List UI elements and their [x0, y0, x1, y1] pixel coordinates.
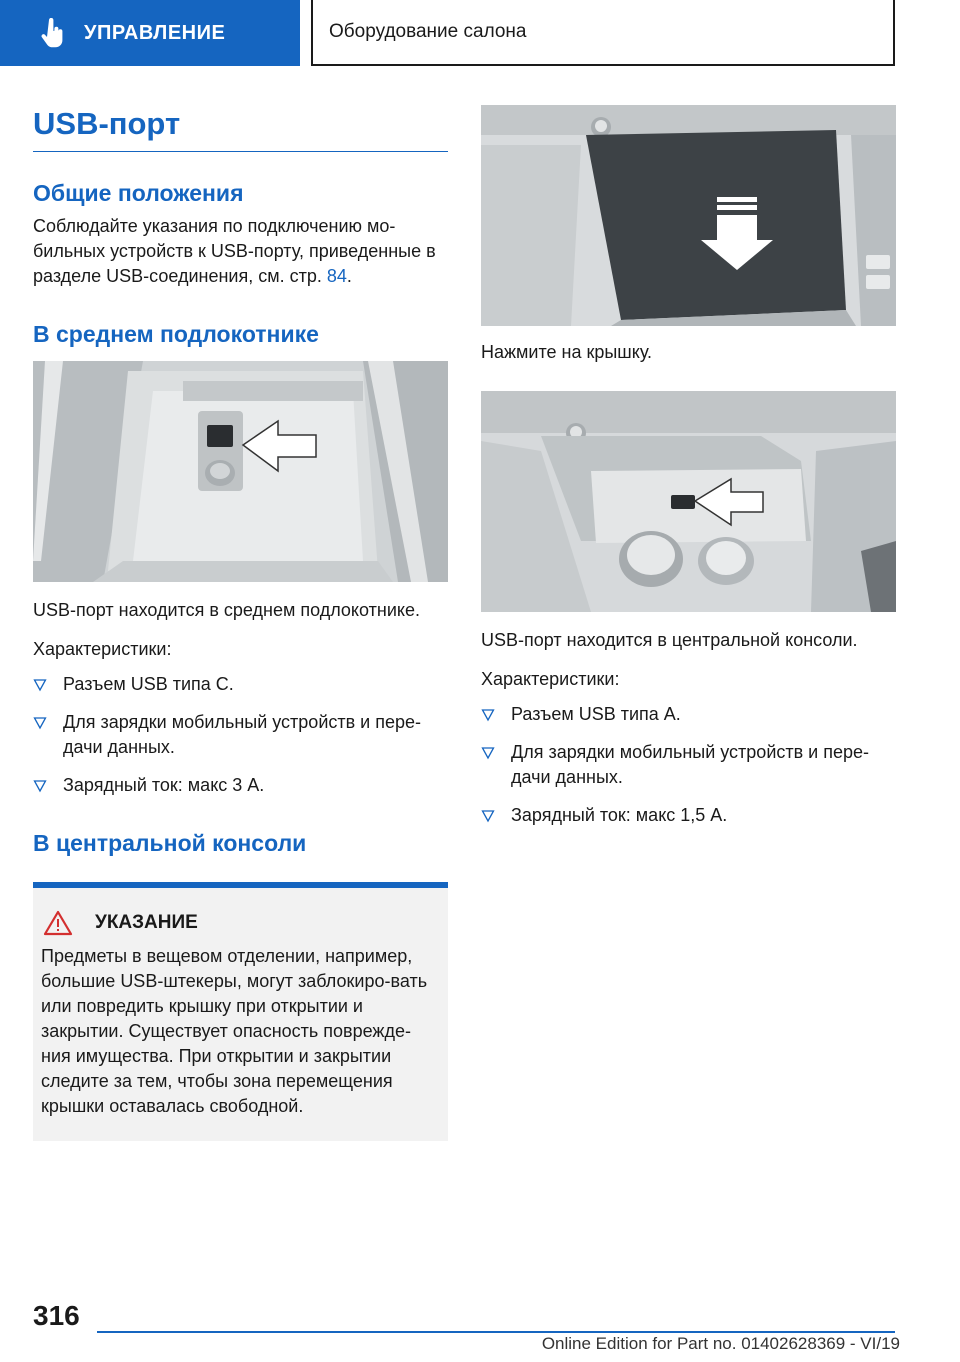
warning-triangle-icon	[43, 910, 73, 936]
section-label: УПРАВЛЕНИЕ	[84, 21, 226, 44]
triangle-bullet-icon	[33, 716, 47, 730]
section-tab[interactable]	[0, 0, 300, 66]
console-heading: В центральной консоли	[33, 830, 307, 856]
warning-header	[41, 910, 438, 936]
triangle-bullet-icon	[481, 708, 495, 722]
list-item: Для зарядки мобильный устройств и пере-дачи данных.	[33, 710, 448, 760]
warning-text: Предметы в вещевом отделении, например, большие USB-штекеры, могут заблокиро-вать или повредить крышку при открытии и закрытии. Существует опасность поврежде-ния имущества. При открытии и закрытии следите за тем, чтобы зона перемещения крышки оставалась свободной.	[41, 946, 428, 1116]
console-lid-photo	[481, 105, 896, 326]
triangle-bullet-icon	[33, 678, 47, 692]
triangle-bullet-icon	[481, 746, 495, 760]
console-feature-list	[481, 702, 896, 828]
list-item: Зарядный ток: макс 1,5 A.	[481, 803, 896, 828]
general-text-main: Соблюдайте указания по подключению мо-бильных устройств к USB-порту, приведенные в разделе USB-соединения, см. стр.	[33, 216, 436, 286]
footer-divider	[97, 1331, 895, 1333]
armrest-heading: В среднем подлокотнике	[33, 321, 319, 347]
warning-box	[33, 882, 448, 1141]
warning-title: УКАЗАНИЕ	[95, 912, 198, 933]
console-usb-photo	[481, 391, 896, 612]
armrest-feature-list	[33, 672, 448, 798]
console-caption: USB-порт находится в центральной консоли.	[481, 630, 858, 650]
list-item: Зарядный ток: макс 3 A.	[33, 773, 448, 798]
press-lid-caption: Нажмите на крышку.	[481, 342, 653, 362]
page-reference-link[interactable]: 84	[326, 266, 347, 286]
triangle-bullet-icon	[481, 809, 495, 823]
console-char-label: Характеристики:	[481, 669, 620, 689]
chapter-label: Оборудование салона	[329, 21, 527, 42]
general-text-end: .	[346, 266, 352, 286]
armrest-usb-photo	[33, 361, 448, 582]
list-item: Разъем USB типа C.	[33, 672, 448, 697]
footer-edition: Online Edition for Part no. 01402628369 - VI/19	[541, 1334, 900, 1353]
chapter-title	[311, 0, 895, 66]
triangle-bullet-icon	[33, 779, 47, 793]
page-title: USB-порт	[33, 105, 448, 152]
armrest-caption: USB-порт находится в среднем подлокотнике.	[33, 600, 420, 620]
hand-pointer-icon	[40, 18, 66, 48]
page-number: 316	[33, 1300, 80, 1331]
right-column	[481, 105, 896, 841]
general-heading: Общие положения	[33, 180, 244, 206]
general-text	[33, 214, 448, 289]
list-item: Разъем USB типа A.	[481, 702, 896, 727]
left-column	[33, 105, 448, 1141]
armrest-char-label: Характеристики:	[33, 639, 172, 659]
list-item: Для зарядки мобильный устройств и пере-дачи данных.	[481, 740, 896, 790]
